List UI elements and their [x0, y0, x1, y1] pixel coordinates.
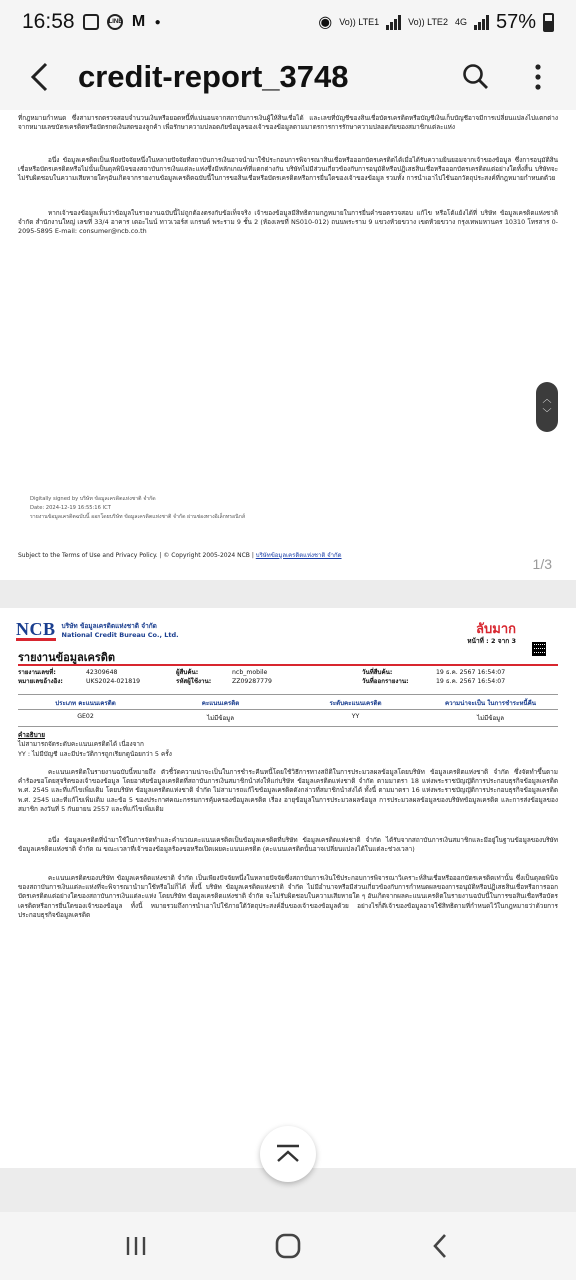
title-divider: [18, 664, 558, 666]
chevron-up-icon: ︿: [542, 395, 552, 405]
status-time: 16:58: [22, 10, 75, 33]
digital-signature-block: [30, 495, 245, 522]
score-value: ไม่มีข้อมูล: [206, 715, 235, 722]
back-icon[interactable]: [410, 1221, 470, 1271]
inquiry-date-label: วันที่สืบค้น:: [362, 669, 393, 676]
page1-paragraph-2: อนึ่ง ข้อมูลเครดิตเป็นเพียงปัจจัยหนึ่งในหลายปัจจัยที่สถาบันการเงินอาจนำมาใช้ประกอบการพิจารณาสินเชื่อหรือออกบัตรเครดิตได้เมื่อได้รับความยินยอมจากเจ้าของข้อมูล ซึ่งการอนุมัติสินเชื่อหรือบัตรเครดิตหรือไม่นั้นเป็นดุลพินิจของสถาบันการเงินแต่ละแห่งซึ่งมีหลักเกณฑ์ที่แตกต่างกัน บริษัทไม่มีส่วนเกี่ยวข้องกับการอนุมัติหรือปฏิเสธสินเชื่อหรือออกบัตรเครดิตแต่อย่างใดทั้งสิ้น บริษัทจะไม่รับผิดชอบในความเสียหายใดๆอันเกิดจากรายงานข้อมูลเครดิตฉบับนี้ในการขอสินเชื่อหรือบัตรเครดิตหรือการยื่นใดของเจ้าของข้อมูล รวมทั้ง การนำเอาไปใช้นอกวัตถุประสงค์ที่กฎหมายกำหนดด้วย: [18, 156, 558, 183]
report-meta: [18, 668, 558, 686]
signal-icon-2: [474, 14, 489, 30]
pdf-page-1: [0, 110, 576, 580]
page1-paragraph-1: ที่กฎหมายกำหนด ซึ่งสามารถตรวจสอบจำนวนเงินหรือยอดหนี้ที่แน่นอนจากสถาบันการเงินผู้ให้สินเชื่อได้ และเลขที่บัญชีของสินเชื่อบัตรเครดิตหรือบัญชีเงินเก็บบัญชีอาจมีการเปลี่ยนแปลงไปแตกต่างจากหมายเลขบัตรเครดิตหรือบัตรกดเงินสดของลูกค้า เพื่อรักษาความปลอดภัยข้อมูลของเจ้าของข้อมูลตามมาตรการการรักษาความปลอดภัยของสมาชิกแต่ละแห่ง: [18, 114, 558, 132]
gallery-notification-icon: [83, 14, 99, 30]
explanation-line-1: ไม่สามารถจัดระดับคะแนนเครดิตได้ เนื่องจาก: [18, 740, 144, 748]
ncb-link[interactable]: บริษัทข้อมูลเครดิตแห่งชาติ จำกัด: [255, 552, 342, 559]
member-value: ncb_mobile: [232, 669, 268, 676]
score-header-type: ประเภท คะแนนเครดิต: [55, 700, 116, 707]
system-nav-bar: [0, 1212, 576, 1280]
member-label: ผู้สืบค้น:: [176, 669, 199, 676]
signal-icon: [386, 14, 401, 30]
pdf-viewer[interactable]: [0, 110, 576, 1212]
network-type: 4G: [454, 17, 467, 27]
page2-paragraph-2: อนึ่ง ข้อมูลเครดิตที่นำมาใช้ในการจัดทำและคำนวณคะแนนเครดิตเป็นข้อมูลเครดิตที่บริษัท ข้อมูลเครดิตแห่งชาติ จำกัด ได้รับจากสถาบันการเงินสมาชิกและมีอยู่ในฐานข้อมูลของบริษัท ข้อมูลเครดิตแห่งชาติ จำกัด ณ ขณะเวลาที่เจ้าของข้อมูลร้องขอหรือเปิดเผยคะแนนเครดิต (คะแนนเครดิตนั้นอาจเปลี่ยนแปลงได้ในแต่ละช่วงเวลา): [18, 836, 558, 854]
score-probability-value: ไม่มีข้อมูล: [476, 715, 505, 722]
document-title: credit-report_3748: [78, 59, 349, 94]
score-type-value: GE02: [77, 713, 94, 720]
page1-paragraph-3: หากเจ้าของข้อมูลเห็นว่าข้อมูลในรายงานฉบับนี้ไม่ถูกต้องตรงกับข้อเท็จจริง เจ้าของข้อมูลมีสิทธิตามกฎหมายในการยื่นคำขอตรวจสอบ แก้ไข หรือโต้แย้งได้ที่ บริษัท ข้อมูลเครดิตแห่งชาติ จำกัด สำนักงานใหญ่ เลขที่ 33/4 อาคาร เดอะไนน์ ทาวเวอร์ส แกรนด์ พระราม 9 ชั้น 2 (ห้องเลขที่ NS010-012) ถนนพระราม 9 แขวงห้วยขวาง เขตห้วยขวาง กรุงเทพมหานคร 10310 โทรสาร 0-2095-5895 E-mail: consumer@ncb.co.th: [18, 209, 558, 236]
sim1-label: Vo)) LTE1: [339, 17, 380, 27]
page2-paragraph-1: คะแนนเครดิตในรายงานฉบับนี้หมายถึง ตัวชี้วัดความน่าจะเป็นในการชำระคืนหนี้โดยใช้วิธีการทางสถิติในการประมวลผลข้อมูลโดยบริษัท ข้อมูลเครดิตแห่งชาติ จำกัด ซึ่งจัดทำขึ้นตามคำร้องขอโดยสุจริตของเจ้าของข้อมูล โดยอาศัยข้อมูลเครดิตที่สถาบันการเงินสมาชิกนำส่งให้แก่บริษัท ข้อมูลเครดิตแห่งชาติ จำกัด ตามมาตรา 18 แห่งพระราชบัญญัติการประกอบธุรกิจข้อมูลเครดิต พ.ศ. 2545 และที่แก้ไขเพิ่มเติม โดยบริษัท ข้อมูลเครดิตแห่งชาติ จำกัด ไม่สามารถแก้ไขข้อมูลเครดิตดังกล่าวที่สมาชิกนำส่งได้ ทั้งนี้ ตามมาตรา 16 แห่งพระราชบัญญัติการประกอบธุรกิจข้อมูลเครดิต พ.ศ. 2545 และที่แก้ไขเพิ่มเติม และข้อ 5 ของประกาศคณะกรรมการคุ้มครองข้อมูลเครดิต เรื่อง อายุข้อมูลในการประมวลผลข้อมูล การประมวลผลข้อมูลของบริษัทข้อมูลเครดิต และการส่งข้อมูลของสมาชิก ลงวันที่ 5 กันยายน 2557 และที่แก้ไขเพิ่มเติม: [18, 768, 558, 813]
report-no-label: รายงานเลขที่:: [18, 669, 56, 676]
pdf-page-2: [0, 608, 576, 1168]
sim2-label: Vo)) LTE2: [408, 17, 448, 27]
signature-signer: Digitally signed by บริษัท ข้อมูลเครดิตแห่งชาติ จำกัด: [30, 496, 156, 502]
more-notifications-dot-icon: ●: [154, 16, 161, 28]
page2-paragraph-3: คะแนนเครดิตของบริษัท ข้อมูลเครดิตแห่งชาติ จำกัด เป็นเพียงปัจจัยหนึ่งในหลายปัจจัยซึ่งสถาบันการเงินใช้ประกอบการพิจารณาวิเคราะห์สินเชื่อหรือออกบัตรเครดิตเท่านั้น ซึ่งเป็นดุลยพินิจของสถาบันการเงินแต่ละแห่งที่จะพิจารณานำมาใช้หรือไม่ก็ได้ ทั้งนี้ บริษัท ข้อมูลเครดิตแห่งชาติ จำกัด ไม่มีอำนาจหรือมีส่วนเกี่ยวข้องกับการกำหนดผลของการอนุมัติหรือปฏิเสธสินเชื่อหรือการออกบัตรเครดิตแต่อย่างใดของสถาบันการเงินแต่ละแห่ง โดยบริษัท ข้อมูลเครดิตแห่งชาติ จำกัด จะไม่รับผิดชอบในความเสียหายใด ๆ อันเกิดจากผลคะแนนเครดิตในรายงานฉบับนี้ในการขอสินเชื่อหรือบัตรเครดิตหรือการยื่นใดของเจ้าของข้อมูล ทั้งนี้ หมายรวมถึงการนำเอาไปใช้ภายใต้วัตถุประสงค์อื่นของเจ้าของข้อมูลด้วย อย่างไรก็ดีเจ้าของข้อมูลอาจใช้สิทธิตามที่กำหนดไว้ในกฎหมายว่าด้วยการประกอบธุรกิจข้อมูลเครดิต: [18, 874, 558, 919]
confidential-label: ลับมาก: [476, 622, 516, 637]
search-icon[interactable]: [454, 55, 498, 99]
hotspot-icon: ◉: [318, 14, 333, 31]
chevron-down-icon: ﹀: [542, 409, 552, 419]
score-table-row: [18, 709, 558, 727]
signature-date: Date: 2024-12-19 16:55:16 ICT: [30, 505, 111, 511]
home-icon[interactable]: [258, 1221, 318, 1271]
status-bar: [0, 0, 576, 44]
score-level-value: YY: [351, 713, 360, 720]
ref-label: หมายเลขอ้างอิง:: [18, 678, 63, 685]
ref-value: UKS2024-021819: [86, 678, 141, 685]
page-of-label: หน้าที่ : 2 จาก 3: [467, 637, 516, 645]
issue-date-value: 19 ธ.ค. 2567 16:54:07: [436, 678, 506, 685]
score-header-score: คะแนนเครดิต: [201, 700, 240, 707]
issue-date-label: วันที่ออกรายงาน:: [362, 678, 409, 685]
ncb-logo: [16, 620, 179, 641]
score-header-level: ระดับคะแนนเครดิต: [329, 700, 382, 707]
explanation-title: คำอธิบาย: [18, 731, 45, 739]
company-name-en: National Credit Bureau Co., Ltd.: [61, 630, 179, 639]
more-vertical-icon[interactable]: [516, 55, 560, 99]
battery-icon: [543, 13, 554, 32]
line-app-icon: LINE: [107, 14, 123, 30]
user-value: ZZ09287779: [232, 678, 272, 685]
scroll-to-top-button[interactable]: [260, 1126, 316, 1182]
report-title: รายงานข้อมูลเครดิต: [18, 651, 116, 664]
recents-icon[interactable]: [106, 1221, 166, 1271]
company-name-th: บริษัท ข้อมูลเครดิตแห่งชาติ จำกัด: [61, 621, 157, 630]
page-indicator: 1/3: [532, 556, 552, 572]
score-table-header: [18, 694, 558, 708]
ncb-logo-mark: NCB: [16, 619, 56, 639]
back-arrow-icon[interactable]: [16, 53, 64, 101]
battery-percentage: 57%: [495, 10, 536, 33]
report-no-value: 42309648: [86, 669, 118, 676]
app-bar: [0, 44, 576, 110]
signature-note: รายงานข้อมูลเครดิตฉบับนี้ ออกโดยบริษัท ข้อมูลเครดิตแห่งชาติ จำกัด ผ่านช่องทางอิเล็กทรอนิกส์: [30, 514, 246, 520]
score-header-probability: ความน่าจะเป็น ในการชำระหนี้คืน: [444, 700, 537, 707]
user-label: รหัสผู้ใช้งาน:: [176, 678, 212, 685]
gmail-icon: M: [131, 13, 146, 30]
qr-code-icon: [532, 642, 546, 656]
explanation-line-2: YY : ไม่มีบัญชี และมีประวัติการถูกเรียกดูน้อยกว่า 5 ครั้ง: [18, 750, 172, 758]
page1-footer: [18, 550, 558, 560]
chevron-up-double-icon: [275, 1144, 301, 1164]
inquiry-date-value: 19 ธ.ค. 2567 16:54:07: [436, 669, 506, 676]
scroll-handle[interactable]: [536, 382, 558, 432]
terms-text: Subject to the Terms of Use and Privacy Policy. | © Copyright 2005-2024 NCB |: [18, 552, 254, 559]
